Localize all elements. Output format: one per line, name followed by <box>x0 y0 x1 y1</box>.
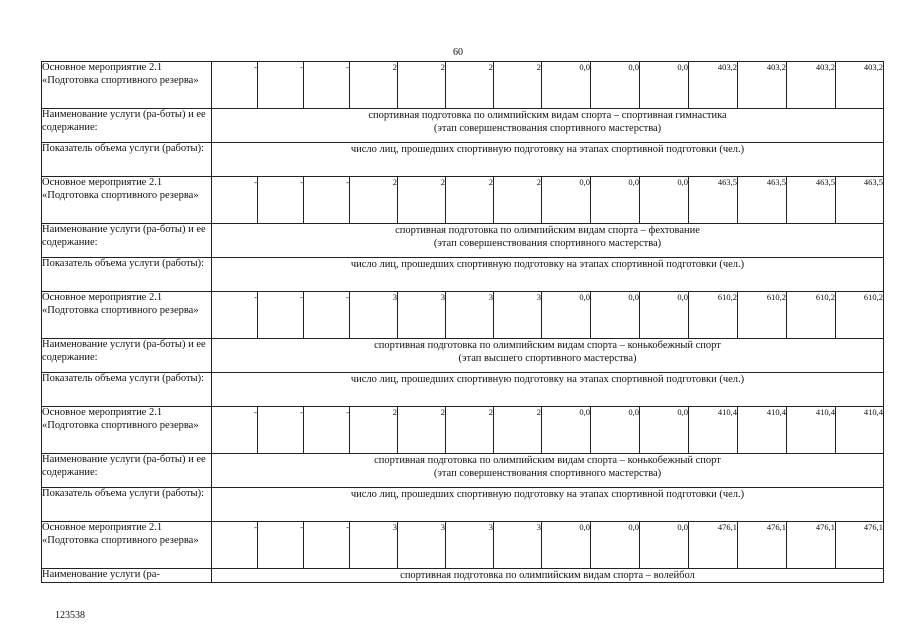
value-cell: 2 <box>494 62 542 109</box>
table-row <box>42 522 884 569</box>
value-cell: 2 <box>398 407 446 454</box>
value-cell: - <box>304 522 350 569</box>
indicator-text-cell: число лиц, прошедших спортивную подготовку на этапах спортивной подготовки (чел.) <box>212 488 884 522</box>
value-cell: 3 <box>350 522 398 569</box>
value-cell: 0,0 <box>591 177 640 224</box>
value-cell: 2 <box>398 62 446 109</box>
value-cell: - <box>304 62 350 109</box>
value-cell: 403,2 <box>738 62 787 109</box>
indicator-text-cell: число лиц, прошедших спортивную подготовку на этапах спортивной подготовки (чел.) <box>212 373 884 407</box>
service-label-cell: Наименование услуги (ра-боты) и ее содержание: <box>42 224 212 258</box>
table-row <box>42 62 884 109</box>
table-row <box>42 143 884 177</box>
service-description-cell <box>212 454 884 488</box>
value-cell: 463,5 <box>787 177 836 224</box>
value-cell: 2 <box>350 407 398 454</box>
service-description-line: (этап высшего спортивного мастерства) <box>458 353 637 364</box>
value-cell: 3 <box>446 522 494 569</box>
value-cell: 610,2 <box>787 292 836 339</box>
service-description-line: (этап совершенствования спортивного мастерства) <box>433 238 662 249</box>
value-cell: - <box>304 407 350 454</box>
value-cell: 476,1 <box>787 522 836 569</box>
value-cell: - <box>258 407 304 454</box>
value-cell: 0,0 <box>591 522 640 569</box>
value-cell: 463,5 <box>836 177 884 224</box>
value-cell: 3 <box>446 292 494 339</box>
value-cell: 2 <box>446 177 494 224</box>
value-cell: 610,2 <box>738 292 787 339</box>
value-cell: 403,2 <box>787 62 836 109</box>
value-cell: 0,0 <box>640 522 689 569</box>
value-cell: 2 <box>350 62 398 109</box>
value-cell: - <box>212 522 258 569</box>
service-description-line: (этап совершенствования спортивного мастерства) <box>433 123 662 134</box>
indicator-label-cell: Показатель объема услуги (работы): <box>42 373 212 407</box>
table-row <box>42 292 884 339</box>
table-row <box>42 454 884 488</box>
value-cell: 2 <box>350 177 398 224</box>
value-cell: 410,4 <box>738 407 787 454</box>
event-name-cell: Основное мероприятие 2.1 «Подготовка спортивного резерва» <box>42 522 212 569</box>
value-cell: 0,0 <box>640 292 689 339</box>
table-row <box>42 177 884 224</box>
value-cell: 403,2 <box>689 62 738 109</box>
value-cell: 476,1 <box>836 522 884 569</box>
value-cell: 410,4 <box>689 407 738 454</box>
value-cell: 0,0 <box>542 407 591 454</box>
value-cell: - <box>212 177 258 224</box>
table-row <box>42 339 884 373</box>
indicator-label-cell: Показатель объема услуги (работы): <box>42 143 212 177</box>
service-description-line: спортивная подготовка по олимпийским видам спорта – конькобежный спорт <box>374 340 721 351</box>
value-cell: 476,1 <box>689 522 738 569</box>
indicator-text-cell: число лиц, прошедших спортивную подготовку на этапах спортивной подготовки (чел.) <box>212 143 884 177</box>
service-label-cell: Наименование услуги (ра-боты) и ее содержание: <box>42 339 212 373</box>
value-cell: 2 <box>446 407 494 454</box>
value-cell: 3 <box>398 522 446 569</box>
indicator-label-cell: Показатель объема услуги (работы): <box>42 258 212 292</box>
value-cell: - <box>212 407 258 454</box>
table-body <box>42 62 884 583</box>
value-cell: 0,0 <box>542 292 591 339</box>
table-row <box>42 109 884 143</box>
value-cell: - <box>258 522 304 569</box>
value-cell: 410,4 <box>787 407 836 454</box>
service-description-line: спортивная подготовка по олимпийским видам спорта – конькобежный спорт <box>374 455 721 466</box>
table-row <box>42 258 884 292</box>
value-cell: 0,0 <box>591 62 640 109</box>
table-row <box>42 407 884 454</box>
program-table <box>41 61 884 583</box>
event-name-cell: Основное мероприятие 2.1 «Подготовка спортивного резерва» <box>42 407 212 454</box>
value-cell: 0,0 <box>542 522 591 569</box>
page-number: 60 <box>453 47 463 58</box>
service-label-cell: Наименование услуги (ра-боты) и ее содержание: <box>42 454 212 488</box>
service-label-cell: Наименование услуги (ра-боты) и ее содержание: <box>42 109 212 143</box>
value-cell: 0,0 <box>542 62 591 109</box>
value-cell: 476,1 <box>738 522 787 569</box>
footer-code: 123538 <box>55 610 85 621</box>
value-cell: 0,0 <box>591 407 640 454</box>
value-cell: 610,2 <box>836 292 884 339</box>
value-cell: - <box>258 177 304 224</box>
value-cell: 2 <box>494 177 542 224</box>
value-cell: - <box>212 62 258 109</box>
indicator-label-cell: Показатель объема услуги (работы): <box>42 488 212 522</box>
event-name-cell: Основное мероприятие 2.1 «Подготовка спортивного резерва» <box>42 292 212 339</box>
value-cell: - <box>304 177 350 224</box>
value-cell: 0,0 <box>640 62 689 109</box>
value-cell: 463,5 <box>738 177 787 224</box>
value-cell: 0,0 <box>591 292 640 339</box>
value-cell: - <box>304 292 350 339</box>
value-cell: 2 <box>398 177 446 224</box>
table-row <box>42 224 884 258</box>
value-cell: - <box>212 292 258 339</box>
value-cell: 410,4 <box>836 407 884 454</box>
value-cell: 0,0 <box>640 407 689 454</box>
indicator-text-cell: число лиц, прошедших спортивную подготовку на этапах спортивной подготовки (чел.) <box>212 258 884 292</box>
value-cell: 463,5 <box>689 177 738 224</box>
table-row <box>42 373 884 407</box>
service-description-line: спортивная подготовка по олимпийским видам спорта – волейбол <box>400 570 695 581</box>
value-cell: 3 <box>494 292 542 339</box>
value-cell: 403,2 <box>836 62 884 109</box>
value-cell: 3 <box>398 292 446 339</box>
value-cell: 0,0 <box>640 177 689 224</box>
service-description-cell <box>212 339 884 373</box>
service-label-cell: Наименование услуги (ра- <box>42 569 212 583</box>
service-description-cell <box>212 224 884 258</box>
table-row <box>42 488 884 522</box>
table-row <box>42 569 884 583</box>
service-description-cell <box>212 569 884 583</box>
event-name-cell: Основное мероприятие 2.1 «Подготовка спортивного резерва» <box>42 62 212 109</box>
value-cell: 3 <box>350 292 398 339</box>
value-cell: 2 <box>446 62 494 109</box>
value-cell: 610,2 <box>689 292 738 339</box>
value-cell: 0,0 <box>542 177 591 224</box>
value-cell: 2 <box>494 407 542 454</box>
value-cell: - <box>258 62 304 109</box>
service-description-line: (этап совершенствования спортивного мастерства) <box>433 468 662 479</box>
value-cell: - <box>258 292 304 339</box>
service-description-line: спортивная подготовка по олимпийским видам спорта – спортивная гимнастика <box>368 110 727 121</box>
service-description-line: спортивная подготовка по олимпийским видам спорта – фехтование <box>395 225 700 236</box>
value-cell: 3 <box>494 522 542 569</box>
event-name-cell: Основное мероприятие 2.1 «Подготовка спортивного резерва» <box>42 177 212 224</box>
service-description-cell <box>212 109 884 143</box>
